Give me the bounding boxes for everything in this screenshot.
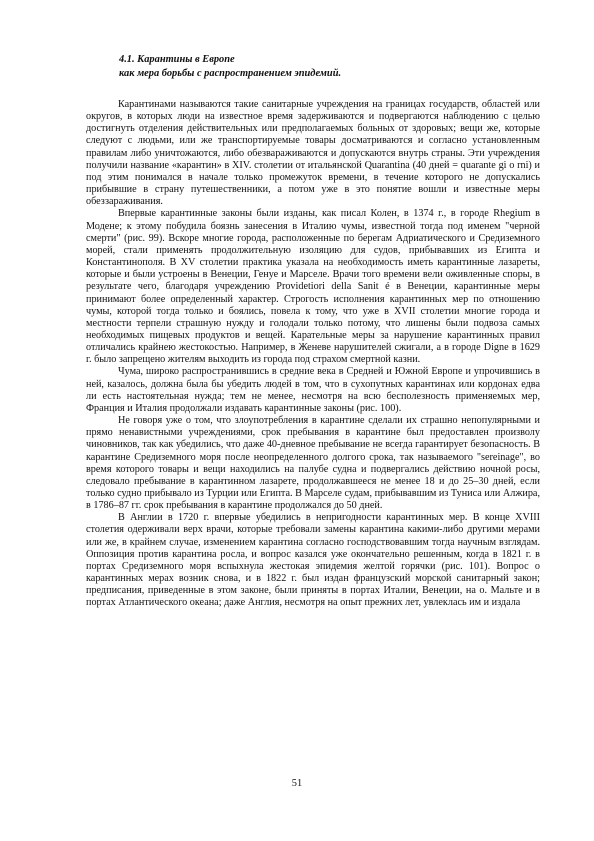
paragraph: Чума, широко распространившись в средние века в Средней и Южной Европе и упрочившись в ней, казалось, должна была бы убедить людей в том, что в сухопутных карантинах или кордонах едва ли есть настоятельная нужда; тем не менее, несмотря на всю бесполезность применяемых мер, Франция и Италия продолжали издавать карантинные законы (рис. 100).	[86, 366, 540, 414]
section-subtitle: как мера борьбы с распространением эпидемий.	[119, 68, 342, 79]
section-title: 4.1. Карантины в Европе	[119, 54, 235, 65]
paragraph: В Англии в 1720 г. впервые убедились в непригодности карантинных мер. В конце XVIII столетия одерживали верх врачи, которые требовали замены карантина какими-либо другими мерами или же, в крайнем случае, изменением карантина согласно господствовавшим тогда научным взглядам. Оппозиция против карантина росла, и вопрос казался уже окончательно решенным, когда в 1821 г. в портах Средиземного моря вспыхнула жестокая эпидемия желтой горячки (рис. 101). Вопрос о карантинных мерах возник снова, и в 1822 г. был издан французский морской санитарный закон; предписания, приведенные в этом законе, были приняты в портах Италии, Венеции, на о. Мальте и в портах Атлантического океана; даже Англия, несмотря на опыт прежних лет, увлеклась им и издала	[86, 512, 540, 609]
paragraph: Карантинами называются такие санитарные учреждения на границах государств, областей или округов, в которых люди на известное время задерживаются и подвергаются наблюдению с целью достигнуть отделения действительных или предполагаемых больных от здоровых; вещи же, которые следуют с людьми, или же транспортируемые товары досматриваются и согласно установленным правилам либо уничтожаются, либо обезвараживаются и допускаются внутрь страны. Эти учреждения получили название «карантин» в XIV. столетии от итальянской Quarantina (40 дней = quarante gi o rni) и под этим понимался в начале только промежуток времени, в течение которого не допускались прибывшие в страну путешественники, а потом уже в это понятие вошли и известные меры обеззараживания.	[86, 99, 540, 208]
body-text	[86, 99, 540, 610]
paragraph: Впервые карантинные законы были изданы, как писал Колен, в 1374 г., в городе Rhegium в Модене; к этому побудила боязнь занесения в Италию чумы, известной тогда под именем "черной смерти" (рис. 99). Вскоре многие города, расположенные по берегам Адриатического и Средиземного морей, стали применять продолжительную изоляцию для судов, прибывавших из Египта и Константинополя. В XV столетии практика указала на необходимость иметь карантинные лазареты, которые и были устроены в Венеции, Генуе и Марселе. Врачи того времени вели оживленные споры, в результате чего, благодаря учреждению Providetiori della Sanit é в Венеции, карантинные меры принимают более определенный характер. Строгость исполнения карантинных мер по отношению чумы, которой тогда только и боялись, повела к тому, что уже в XVII столетии многие города и местности терпели страшную нужду и голодали только потому, что лишены были подвоза самых необходимых пищевых продуктов и вещей. Карательные меры за нарушение карантинных правил отличались крайнею жестокостью. Например, в Женеве нарушителей сжигали, а в городе Digne в 1629 г. было запрещено жителям выходить из города под страхом смертной казни.	[86, 208, 540, 366]
section-heading	[119, 53, 539, 81]
page-number: 51	[291, 778, 303, 789]
paragraph: Не говоря уже о том, что злоупотребления в карантине сделали их страшно непопулярными и прямо ненавистными учреждениями, срок пребывания в карантине был предоставлен произволу чиновников, так как убедились, что даже 40-дневное пребывание не всегда гарантирует безопасность. В карантине Средиземного моря после неопределенного долгого срока, так называемого "sereinage", во время которого товары и вещи находились на палубе судна и подвергались действию ночной росы, следовало пребывание в карантинном лазарете, продолжавшееся не менее 18 и до 25–30 дней, если только судно прибывало из Турции или Египта. В Марселе судам, прибывавшим из Туниса или Алжира, в 1786–87 гг. срок пребывания в карантине продолжался до 50 дней.	[86, 415, 540, 512]
